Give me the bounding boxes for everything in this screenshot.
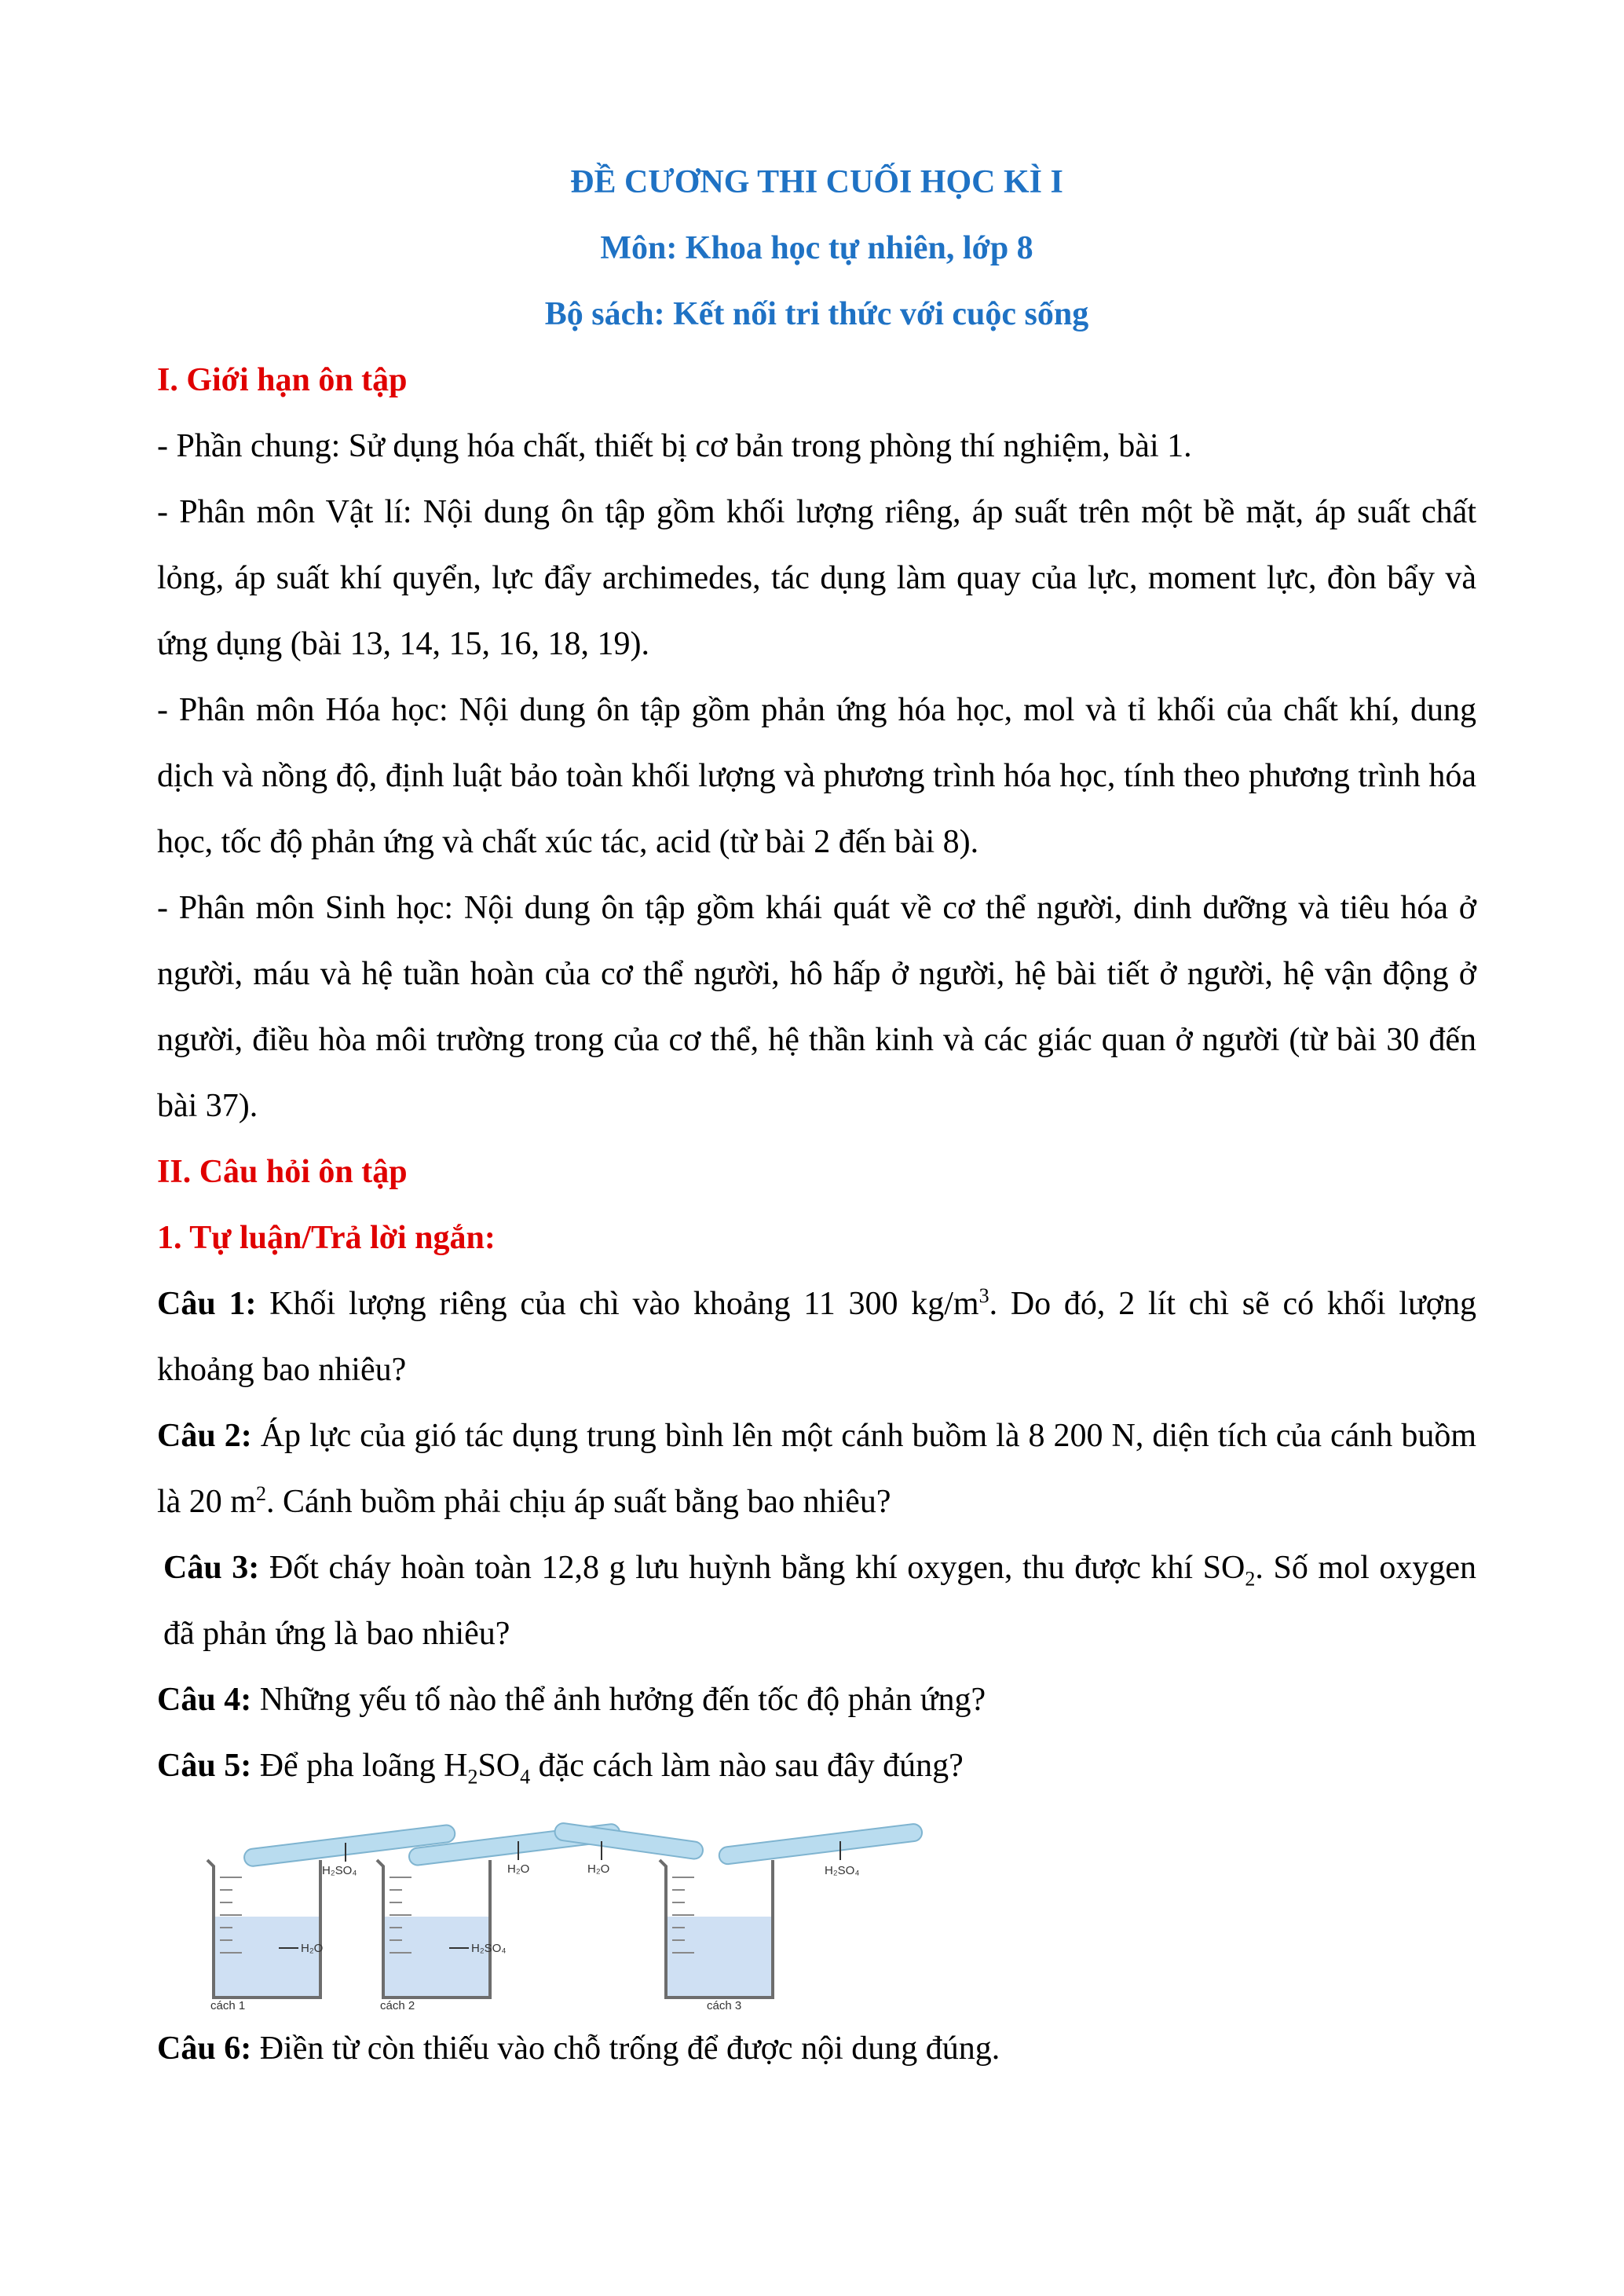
method-3-setup: [554, 1822, 923, 2009]
scope-chemistry: - Phân môn Hóa học: Nội dung ôn tập gồm phản ứng hóa học, mol và tỉ khối của chất khí, dung dịch và nồng độ, định luật bảo toàn khối lượng và phương trình hóa học, tính theo phương trình hóa học, tốc độ phản ứng và chất xúc tác, acid (từ bài 2 đến bài 8).: [157, 692, 1476, 860]
document-page: [157, 149, 1476, 2082]
section-1-heading: I. Giới hạn ôn tập: [157, 362, 408, 398]
tube-3b-label: H₂SO₄: [825, 1864, 860, 1877]
method-3-caption: cách 3: [707, 1999, 742, 2009]
beaker-1-label: H₂O: [301, 1942, 324, 1955]
question-3: Câu 3: Đốt cháy hoàn toàn 12,8 g lưu huỳnh bằng khí oxygen, thu được khí $SO_2$. Số mol oxygen đã phản ứng là bao nhiêu?: [163, 1550, 1476, 1652]
question-2: Câu 2: Áp lực của gió tác dụng trung bình lên một cánh buồm là 8 200 N, diện tích của cánh buồm là 20 $m^2$. Cánh buồm phải chịu áp suất bằng bao nhiêu?: [157, 1418, 1476, 1520]
dilution-methods-figure: [157, 1813, 1476, 2009]
document-title: ĐỀ CƯƠNG THI CUỐI HỌC KÌ I: [570, 164, 1063, 200]
scope-common: - Phần chung: Sử dụng hóa chất, thiết bị cơ bản trong phòng thí nghiệm, bài 1.: [157, 428, 1192, 464]
section-2-subheading: 1. Tự luận/Trả lời ngắn:: [157, 1220, 496, 1256]
question-5: Câu 5: Để pha loãng $H_2SO_4$ đặc cách làm nào sau đây đúng?: [157, 1748, 964, 1789]
question-6-label: Câu 6:: [157, 2031, 252, 2067]
question-1-label: Câu 1:: [157, 1286, 257, 1322]
tube-1-label: H₂SO₄: [322, 1864, 357, 1877]
dilution-illustration: [196, 1813, 982, 2009]
tube-3a-label: H₂O: [587, 1862, 610, 1876]
beaker-2-label: H₂SO₄: [471, 1942, 507, 1955]
method-1-caption: cách 1: [210, 1999, 246, 2009]
question-6: Câu 6: Điền từ còn thiếu vào chỗ trống để được nội dung đúng.: [157, 2031, 1000, 2067]
beaker-1-liquid: [214, 1917, 320, 1998]
question-4: Câu 4: Những yếu tố nào thể ảnh hưởng đến tốc độ phản ứng?: [157, 1682, 986, 1718]
method-2-setup: [377, 1823, 620, 2009]
scope-physics: - Phân môn Vật lí: Nội dung ôn tập gồm khối lượng riêng, áp suất trên một bề mặt, áp suất chất lỏng, áp suất khí quyển, lực đẩy archimedes, tác dụng làm quay của lực, moment lực, đòn bẩy và ứng dụng (bài 13, 14, 15, 16, 18, 19).: [157, 494, 1476, 662]
beaker-3-liquid: [666, 1917, 773, 1998]
question-2-label: Câu 2:: [157, 1418, 252, 1454]
scope-biology: - Phân môn Sinh học: Nội dung ôn tập gồm khái quát về cơ thể người, dinh dưỡng và tiêu hóa ở người, máu và hệ tuần hoàn của cơ thể người, hô hấp ở người, hệ bài tiết ở người, hệ vận động ở người, điều hòa môi trường trong của cơ thể, hệ thần kinh và các giác quan ở người (từ bài 30 đến bài 37).: [157, 890, 1476, 1124]
tube-3b: [719, 1823, 924, 1866]
section-2-heading: II. Câu hỏi ôn tập: [157, 1154, 408, 1190]
beaker-2-liquid: [383, 1917, 490, 1998]
question-1: Câu 1: Khối lượng riêng của chì vào khoảng 11 300 $kg/m^3$. Do đó, 2 lít chì sẽ có khối lượng khoảng bao nhiêu?: [157, 1284, 1476, 1388]
method-2-caption: cách 2: [380, 1999, 415, 2009]
book-line: Bộ sách: Kết nối tri thức với cuộc sống: [544, 296, 1089, 332]
tube-3a: [554, 1822, 704, 1860]
question-3-label: Câu 3:: [163, 1550, 260, 1586]
question-4-label: Câu 4:: [157, 1682, 252, 1718]
question-5-label: Câu 5:: [157, 1748, 252, 1784]
tube-2-label: H₂O: [507, 1862, 530, 1876]
subject-line: Môn: Khoa học tự nhiên, lớp 8: [600, 230, 1033, 266]
